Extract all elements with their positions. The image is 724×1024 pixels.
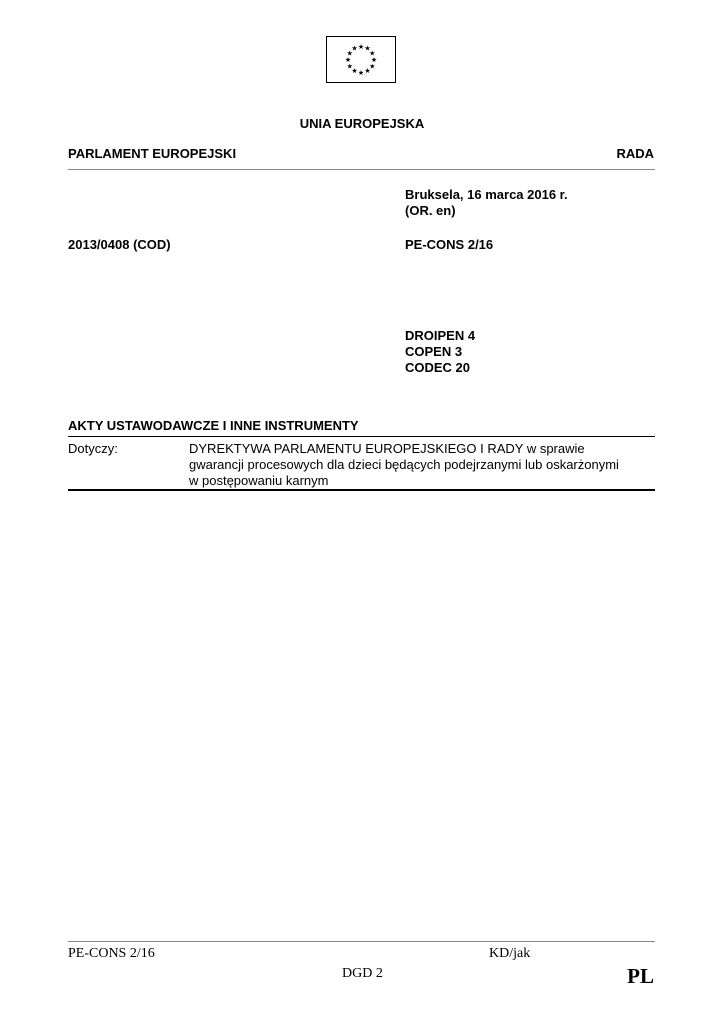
subject-text: [189, 441, 659, 489]
section-bottom-rule: [68, 489, 655, 491]
footer-divider: [68, 941, 655, 942]
section-title: AKTY USTAWODAWCZE I INNE INSTRUMENTY: [68, 418, 359, 433]
star-icon: ★: [364, 44, 371, 53]
footer-doc-ref: PE-CONS 2/16: [68, 946, 155, 961]
subject-label: Dotyczy:: [68, 441, 118, 456]
footer-language: PL: [627, 964, 654, 988]
section-top-rule: [68, 436, 655, 437]
parliament-title: PARLAMENT EUROPEJSKI: [68, 146, 237, 161]
star-icon: ★: [369, 62, 376, 71]
union-title: UNIA EUROPEJSKA: [299, 116, 425, 131]
star-icon: ★: [351, 67, 358, 76]
star-icon: ★: [364, 67, 371, 76]
place-date: Bruksela, 16 marca 2016 r.: [405, 187, 568, 202]
council-title: RADA: [616, 146, 654, 161]
code-droipen: DROIPEN 4: [405, 328, 476, 343]
subject-line: w postępowaniu karnym: [189, 473, 329, 488]
subject-line: gwarancji procesowych dla dzieci będących podejrzanymi lub oskarżonymi: [189, 457, 619, 472]
star-icon: ★: [357, 42, 365, 51]
procedure-number: 2013/0408 (COD): [68, 237, 171, 252]
star-icon: ★: [346, 49, 353, 58]
eu-flag-icon: [326, 36, 396, 83]
star-icon: ★: [357, 68, 365, 77]
star-icon: ★: [346, 62, 353, 71]
star-icon: ★: [370, 55, 378, 64]
star-icon: ★: [344, 55, 352, 64]
subject-line: DYREKTYWA PARLAMENTU EUROPEJSKIEGO I RADY w sprawie: [189, 441, 585, 456]
star-icon: ★: [369, 49, 376, 58]
footer-directorate: DGD 2: [342, 966, 383, 981]
code-codec: CODEC 20: [405, 360, 471, 375]
document-number: PE-CONS 2/16: [405, 237, 494, 252]
original-language: (OR. en): [405, 203, 456, 218]
footer-initials: KD/jak: [489, 946, 531, 961]
header-divider: [68, 169, 655, 170]
star-icon: ★: [351, 44, 358, 53]
code-copen: COPEN 3: [405, 344, 463, 359]
eu-stars-icon: [327, 37, 395, 82]
